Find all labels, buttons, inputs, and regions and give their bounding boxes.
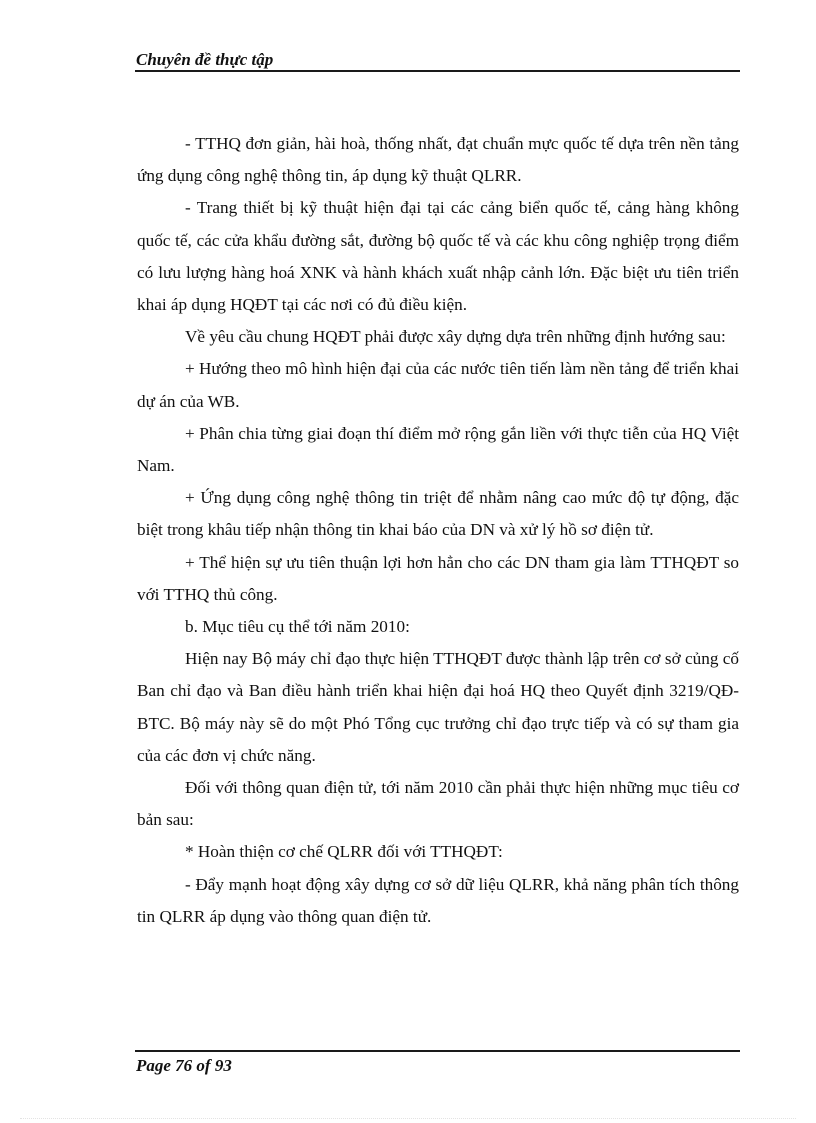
- header-title: Chuyên đề thực tập: [136, 50, 274, 69]
- paragraph: - Trang thiết bị kỹ thuật hiện đại tại các cảng biển quốc tế, cảng hàng không quốc tế, các cửa khẩu đường sắt, đường bộ quốc tế và các khu công nghiệp trọng điểm có lưu lượng hàng hoá XNK và hành khách xuất nhập cảnh lớn. Đặc biệt ưu tiên triển khai áp dụng HQĐT tại các nơi có đủ điều kiện.: [137, 198, 739, 315]
- paragraph: Về yêu cầu chung HQĐT phải được xây dựng dựa trên những định hướng sau:: [185, 327, 726, 347]
- paragraph: + Phân chia từng giai đoạn thí điểm mở rộng gắn liền với thực tiễn của HQ Việt Nam.: [137, 423, 739, 476]
- paragraph: * Hoàn thiện cơ chế QLRR đối với TTHQĐT:: [185, 842, 503, 862]
- body-text: [137, 128, 739, 933]
- paragraph: + Thể hiện sự ưu tiên thuận lợi hơn hẳn cho các DN tham gia làm TTHQĐT so với TTHQ thủ công.: [137, 552, 739, 604]
- footer-divider: [135, 1050, 740, 1052]
- paragraph: Hiện nay Bộ máy chỉ đạo thực hiện TTHQĐT được thành lập trên cơ sở củng cố Ban chỉ đạo và Ban điều hành triển khai hiện đại hoá HQ theo Quyết định 3219/QĐ-BTC. Bộ máy này sẽ do một Phó Tổng cục trưởng chỉ đạo trực tiếp và có sự tham gia của các đơn vị chức năng.: [137, 649, 739, 765]
- section-heading: b. Mục tiêu cụ thể tới năm 2010:: [185, 617, 410, 637]
- paragraph: + Ứng dụng công nghệ thông tin triệt để nhằm nâng cao mức độ tự động, đặc biệt trong khâu tiếp nhận thông tin khai báo của DN và xử lý hồ sơ điện tử.: [137, 488, 739, 540]
- paragraph: - Đẩy mạnh hoạt động xây dựng cơ sở dữ liệu QLRR, khả năng phân tích thông tin QLRR áp dụng vào thông quan điện tử.: [137, 874, 739, 926]
- paragraph: Đối với thông quan điện tử, tới năm 2010 cần phải thực hiện những mục tiêu cơ bản sau:: [137, 778, 739, 830]
- paragraph: + Hướng theo mô hình hiện đại của các nước tiên tiến làm nền tảng để triển khai dự án của WB.: [137, 359, 739, 411]
- header-divider: [135, 70, 740, 72]
- page-number: Page 76 of 93: [136, 1056, 232, 1075]
- paragraph: - TTHQ đơn giản, hài hoà, thống nhất, đạt chuẩn mực quốc tế dựa trên nền tảng ứng dụng công nghệ thông tin, áp dụng kỹ thuật QLRR.: [137, 134, 739, 186]
- page-edge-divider: [20, 1118, 796, 1119]
